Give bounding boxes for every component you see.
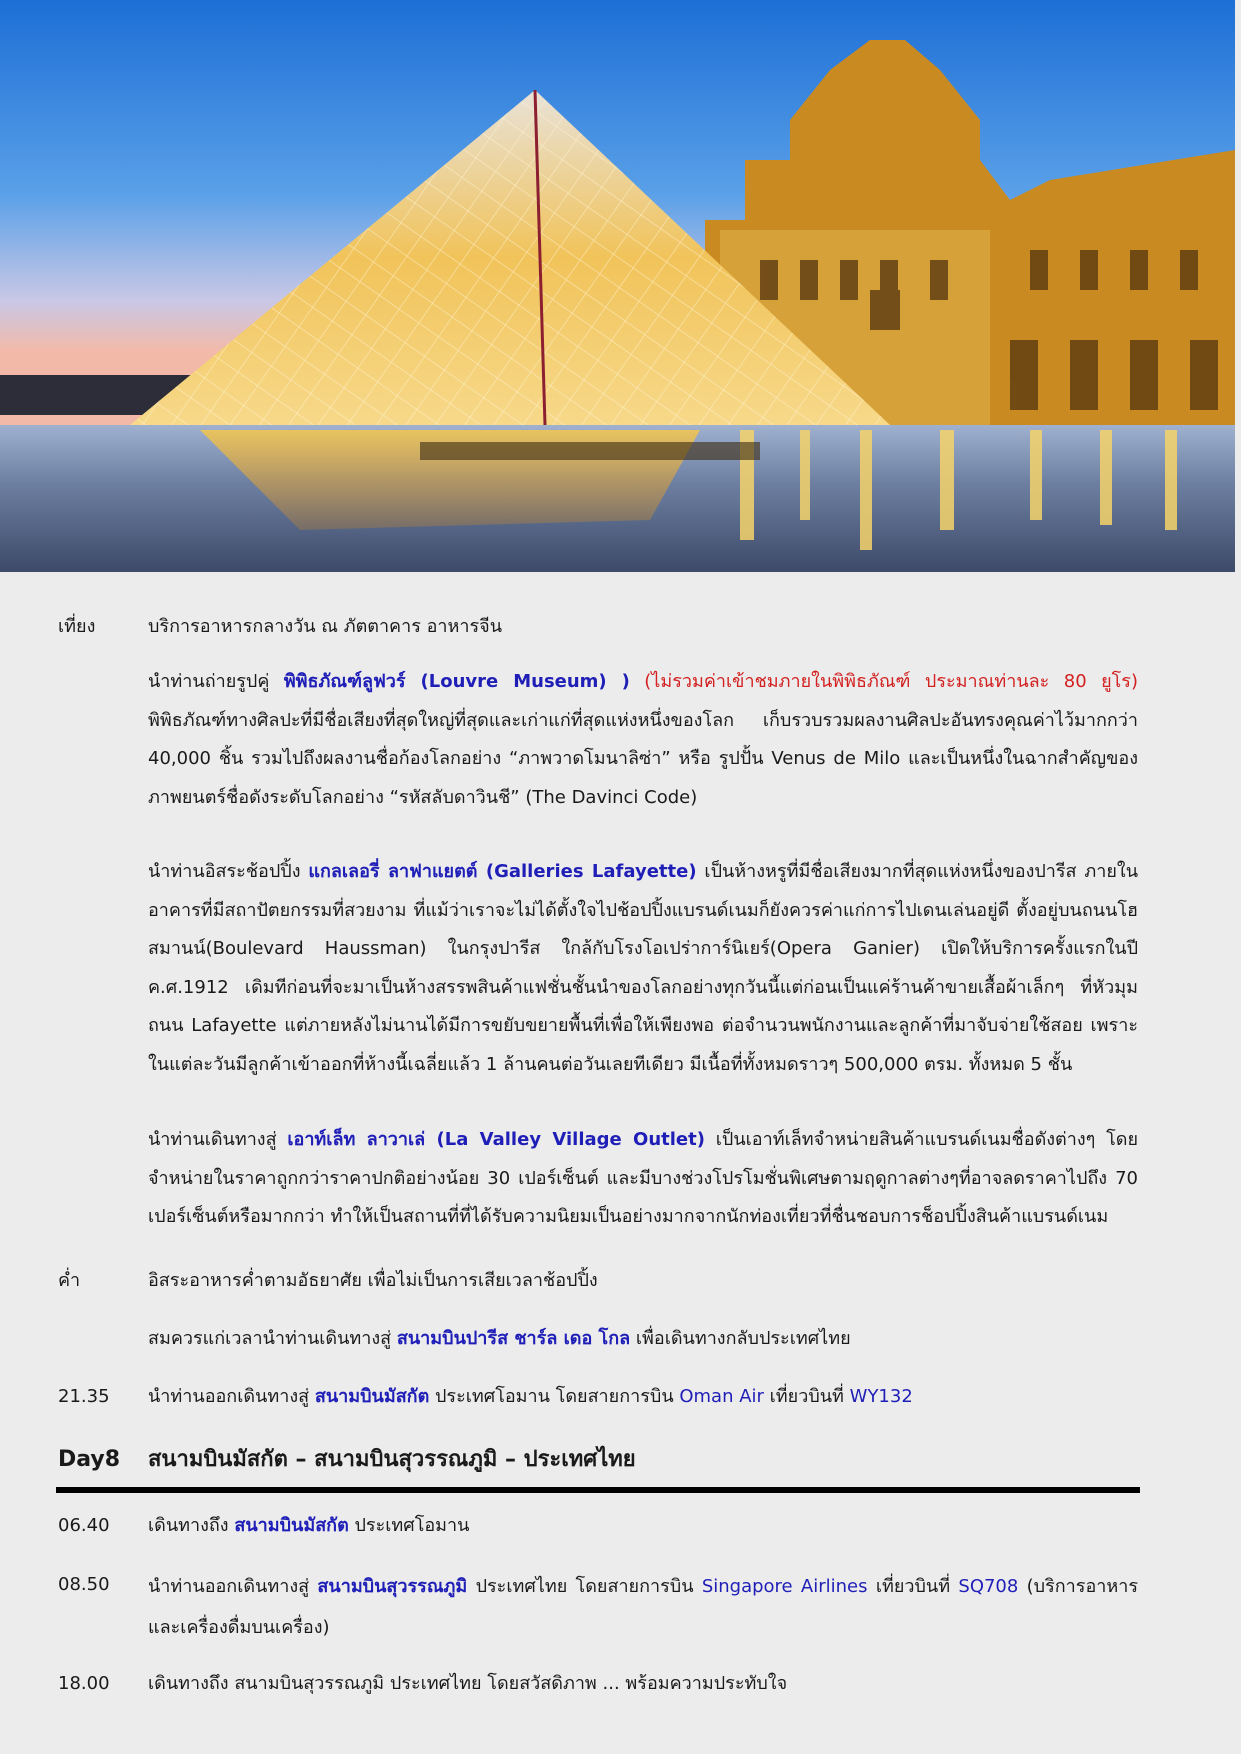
place-outlet: เอาท์เล็ท ลาวาเล่ (La Valley Village Outlet) — [287, 1129, 705, 1150]
airline-name: Singapore Airlines — [701, 1576, 868, 1597]
text-segment: เดินทางถึง — [148, 1515, 235, 1536]
text-segment: นำท่านเดินทางสู่ — [148, 1129, 288, 1150]
schedule-text: อิสระอาหารค่ำตามอัธยาศัย เพื่อไม่เป็นการเสียเวลาช้อปปิ้ง — [148, 1270, 598, 1291]
text-segment: นำท่านอิสระช้อปปิ้ง — [148, 861, 309, 882]
text-segment: พิพิธภัณฑ์ทางศิลปะที่มีชื่อเสียงที่สุดใหญ่ที่สุดและเก่าแก่ที่สุดแห่งหนึ่งของโลก เก็บรวบรวมผลงานศิลปะอันทรงคุณค่าไว้มากกว่า 40,000 ชิ้น รวมไปถึงผลงานชื่อก้องโลกอย่าง “ภาพวาดโมนาลิซ่า” หรือ รูปปั้น Venus de Milo และเป็นหนึ่งในฉากสำคัญของภาพยนตร์ชื่อดังระดับโลกอย่าง “รหัสลับดาวินชี” (The Davinci Code) — [148, 709, 1138, 808]
text-segment: นำท่านถ่ายรูปคู่ — [148, 671, 284, 692]
schedule-time: 21.35 — [58, 1386, 110, 1407]
schedule-row-flight-wy132 — [58, 1378, 1138, 1416]
schedule-text — [148, 1566, 1138, 1648]
schedule-row-flight-sq708 — [58, 1566, 1138, 1648]
text-segment: เป็นห้างหรูที่มีชื่อเสียงมากที่สุดแห่งหนึ่งของปารีส ภายในอาคารที่มีสถาปัตยกรรมที่สวยงาม ที่แม้ว่าเราจะไม่ได้ตั้งใจไปช้อปปิ้งแบรนด์เนมก็ยังควรค่าแก่การไปเดนเล่นอยู่ดี ตั้งอยู่บนถนนโฮสมานน์(Boulevard Haussman) ในกรุงปารีส ใกล้กับโรงโอเปร่าการ์นิเยร์(Opera Ganier) เปิดให้บริการครั้งแรกในปี ค.ศ.1912 เดิมทีก่อนที่จะมาเป็นห้างสรรพสินค้าแฟชั่นชั้นนำของโลกอย่างทุกวันนี้แต่ก่อนเป็นแค่ร้านค้าขายเสื้อผ้าเล็กๆ ที่หัวมุมถนน Lafayette แต่ภายหลังไม่นานได้มีการขยับขยายพื้นที่เพื่อให้เพียงพอ ต่อจำนวนพนักงานและลูกค้าที่มาจับจ่ายใช้สอย เพราะในแต่ละวันมีลูกค้าเข้าออกที่ห้างนี้เฉลี่ยแล้ว 1 ล้านคนต่อวันเลยทีเดียว มีเนื้อที่ทั้งหมดราวๆ 500,000 ตรม. ทั้งหมด 5 ชั้น — [148, 861, 1139, 1075]
schedule-text: บริการอาหารกลางวัน ณ ภัตตาคาร อาหารจีน — [148, 616, 503, 637]
schedule-row-arrive-bkk — [58, 1665, 1138, 1703]
place-muscat: สนามบินมัสกัต — [314, 1386, 430, 1407]
louvre-pyramid-photo — [0, 0, 1235, 572]
place-muscat: สนามบินมัสกัต — [234, 1515, 349, 1536]
place-louvre: พิพิธภัณฑ์ลูฟวร์ (Louvre Museum) ) — [283, 671, 630, 692]
text-segment: เพื่อเดินทางกลับประเทศไทย — [630, 1328, 851, 1349]
text-segment: ประเทศโอมาน — [348, 1515, 470, 1536]
schedule-row-dinner — [58, 1262, 1138, 1300]
schedule-time: ค่ำ — [58, 1270, 81, 1291]
paragraph-lafayette — [148, 853, 1138, 1084]
place-cdg: สนามบินปารีส ชาร์ล เดอ โกล — [396, 1328, 631, 1349]
day-title: สนามบินมัสกัต – สนามบินสุวรรณภูมิ – ประเทศไทย — [148, 1447, 636, 1472]
schedule-time: เที่ยง — [58, 616, 96, 637]
paragraph-louvre — [148, 663, 1138, 817]
schedule-row-cdg — [58, 1320, 1138, 1358]
text-segment: สมควรแก่เวลานำท่านเดินทางสู่ — [148, 1328, 397, 1349]
text-segment: ประเทศไทย โดยสายการบิน — [467, 1576, 702, 1597]
text-segment: เที่ยวบินที่ — [867, 1576, 959, 1597]
day-heading — [58, 1440, 636, 1480]
schedule-row-lunch — [58, 608, 1138, 646]
day-label: Day8 — [58, 1447, 121, 1472]
schedule-time: 18.00 — [58, 1673, 110, 1694]
schedule-text — [148, 1320, 1138, 1358]
flight-number: WY132 — [849, 1386, 913, 1407]
schedule-time — [58, 1320, 148, 1358]
paragraph-outlet — [148, 1121, 1138, 1237]
text-segment: ประเทศโอมาน โดยสายการบิน — [429, 1386, 680, 1407]
schedule-row-arrive-muscat — [58, 1507, 1138, 1545]
text-segment: นำท่านออกเดินทางสู่ — [148, 1576, 318, 1597]
place-lafayette: แกลเลอรี่ ลาฟาแยตต์ (Galleries Lafayette) — [308, 861, 697, 882]
heading-divider — [56, 1487, 1140, 1493]
schedule-text — [148, 1378, 1138, 1416]
schedule-time: 08.50 — [58, 1574, 110, 1595]
hero-image — [0, 0, 1235, 572]
schedule-text: เดินทางถึง สนามบินสุวรรณภูมิ ประเทศไทย โดยสวัสดิภาพ ... พร้อมความประทับใจ — [148, 1673, 788, 1694]
schedule-text — [148, 1507, 1138, 1545]
text-segment: เป็นเอาท์เล็ทจำหน่ายสินค้าแบรนด์เนมชื่อดังต่างๆ โดยจำหน่ายในราคาถูกกว่าราคาปกติอย่างน้อย 30 เปอร์เซ็นต์ และมีบางช่วงโปรโมชั่นพิเศษตามฤดูกาลต่างๆที่อาจลดราคาไปถึง 70 เปอร์เซ็นต์หรือมากกว่า ทำให้เป็นสถานที่ที่ได้รับความนิยมเป็นอย่างมากจากนักท่องเที่ยวที่ชื่นชอบการช็อปปิ้งสินค้าแบรนด์เนม — [148, 1129, 1138, 1227]
price-note: (ไม่รวมค่าเข้าชมภายในพิพิธภัณฑ์ ประมาณท่านละ 80 ยูโร) — [644, 671, 1138, 692]
text-segment: นำท่านออกเดินทางสู่ — [148, 1386, 315, 1407]
schedule-time: 06.40 — [58, 1515, 110, 1536]
place-suvarnabhumi: สนามบินสุวรรณภูมิ — [317, 1576, 468, 1597]
text-segment: (บริการอาหารและเครื่องดื่มบนเครื่อง) — [148, 1576, 1138, 1638]
flight-number: SQ708 — [958, 1576, 1019, 1597]
airline-name: Oman Air — [679, 1386, 764, 1407]
text-segment: เที่ยวบินที่ — [763, 1386, 850, 1407]
